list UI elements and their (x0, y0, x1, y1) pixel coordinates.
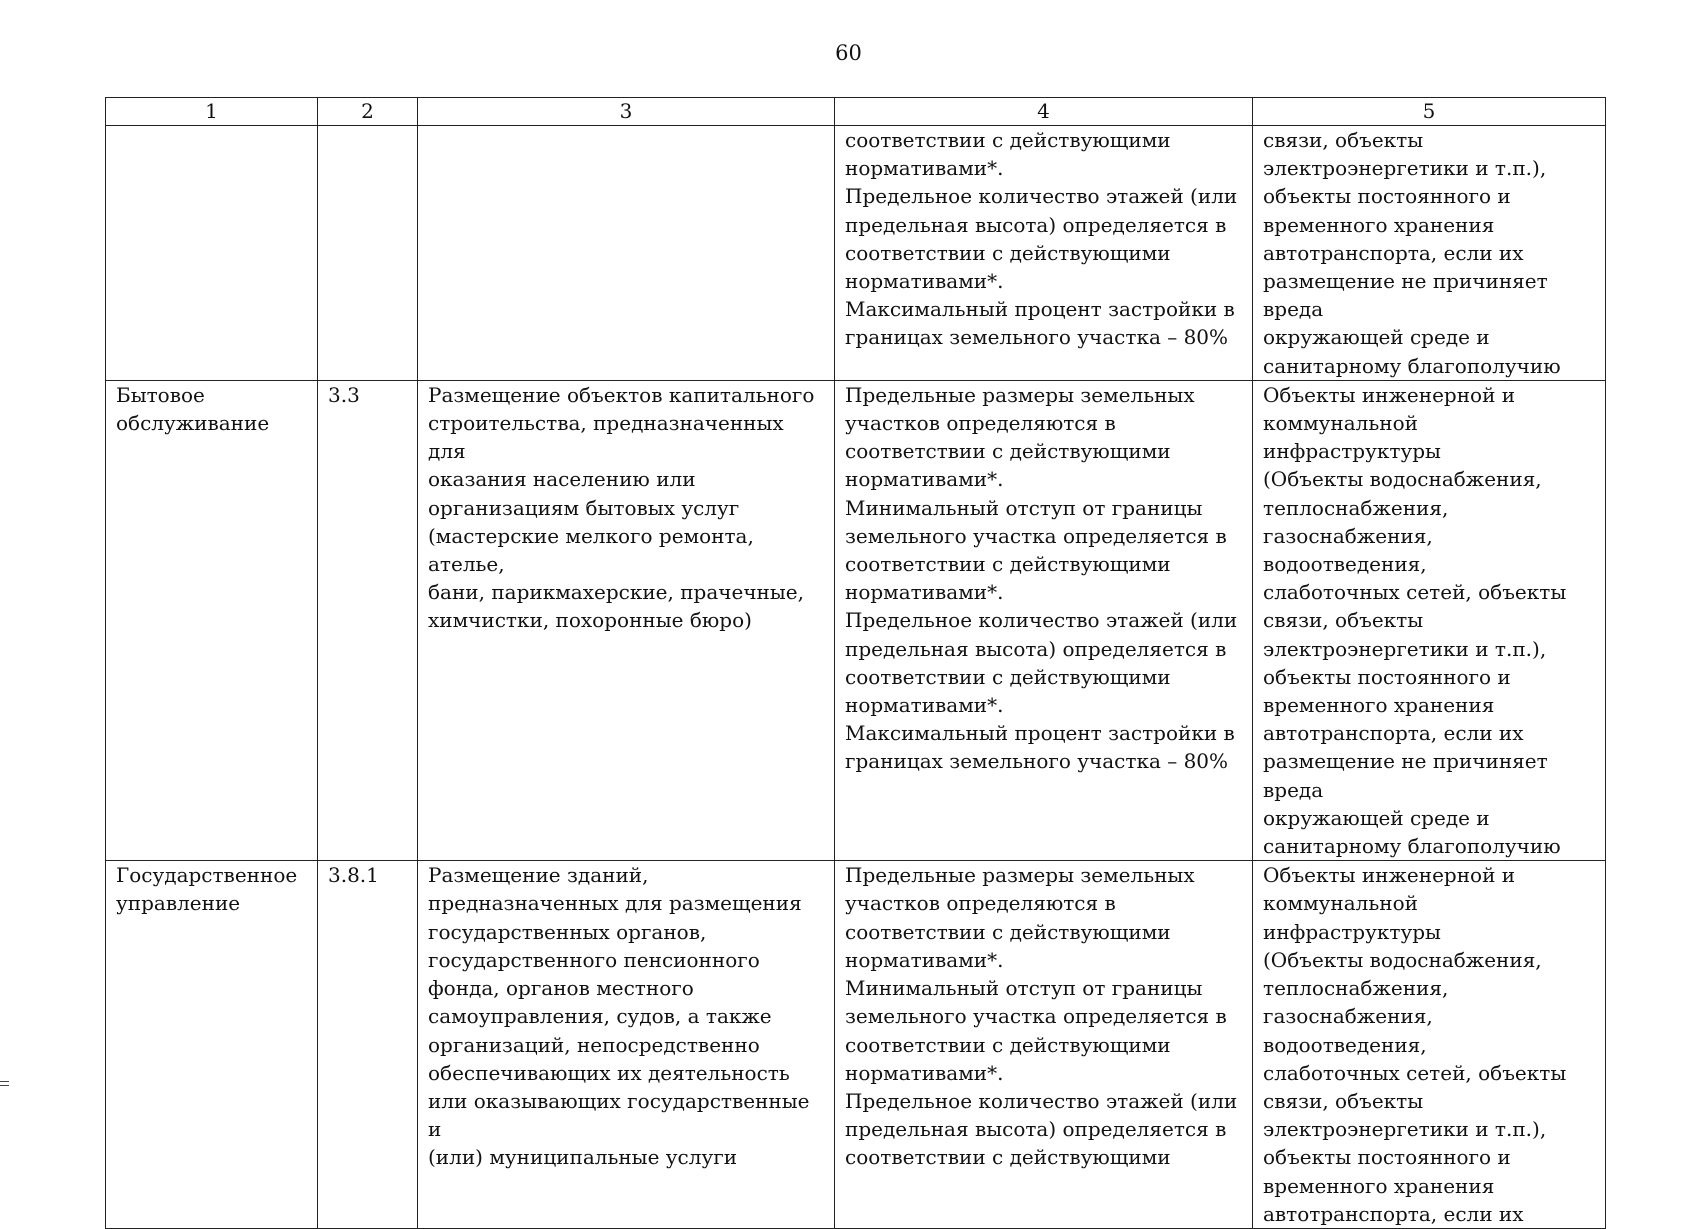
header-col-3: 3 (418, 98, 835, 126)
header-col-2: 2 (318, 98, 418, 126)
table-row (106, 126, 1606, 381)
table-row (106, 380, 1606, 860)
use-code-cell (318, 126, 418, 381)
use-code-cell: 3.8.1 (318, 861, 418, 1229)
scan-margin-mark (0, 1081, 9, 1086)
use-name-cell: Бытовое обслуживание (106, 380, 318, 860)
use-code-cell: 3.3 (318, 380, 418, 860)
auxiliary-uses-cell: Объекты инженерной и коммунальной инфраструктуры (Объекты водоснабжения, теплоснабжения, газоснабжения, водоотведения, слаботочных сетей, объекты связи, объекты электроэнергетики и т.п.), объекты постоянного и временного хранения автотранспорта, если их размещение не причиняет вреда окружающей среде и санитарному благополучию (1253, 380, 1606, 860)
header-col-4: 4 (835, 98, 1253, 126)
parameters-cell: Предельные размеры земельных участков определяются в соответствии с действующими нормативами*. Минимальный отступ от границы земельного участка определяется в соответствии с действующими нормативами*. Предельное количество этажей (или предельная высота) определяется в соответствии с действующими нормативами*. Максимальный процент застройки в границах земельного участка – 80% (835, 380, 1253, 860)
page-number: 60 (835, 41, 862, 65)
auxiliary-uses-cell: связи, объекты электроэнергетики и т.п.), объекты постоянного и временного хранения автотранспорта, если их размещение не причиняет вреда окружающей среде и санитарному благополучию (1253, 126, 1606, 381)
use-description-cell: Размещение зданий, предназначенных для размещения государственных органов, государственного пенсионного фонда, органов местного самоуправления, судов, а также организаций, непосредственно обеспечивающих их деятельность или оказывающих государственные и (или) муниципальные услуги (418, 861, 835, 1229)
header-col-5: 5 (1253, 98, 1606, 126)
auxiliary-uses-cell: Объекты инженерной и коммунальной инфраструктуры (Объекты водоснабжения, теплоснабжения, газоснабжения, водоотведения, слаботочных сетей, объекты связи, объекты электроэнергетики и т.п.), объекты постоянного и временного хранения автотранспорта, если их (1253, 861, 1606, 1229)
parameters-cell: соответствии с действующими нормативами*. Предельное количество этажей (или предельная высота) определяется в соответствии с действующими нормативами*. Максимальный процент застройки в границах земельного участка – 80% (835, 126, 1253, 381)
table-row (106, 861, 1606, 1229)
header-row (106, 98, 1606, 126)
parameters-cell: Предельные размеры земельных участков определяются в соответствии с действующими нормативами*. Минимальный отступ от границы земельного участка определяется в соответствии с действующими нормативами*. Предельное количество этажей (или предельная высота) определяется в соответствии с действующими (835, 861, 1253, 1229)
regulations-table (105, 97, 1606, 1229)
table-body (106, 126, 1606, 1229)
use-name-cell: Государственное управление (106, 861, 318, 1229)
header-col-1: 1 (106, 98, 318, 126)
use-description-cell: Размещение объектов капитального строительства, предназначенных для оказания населению или организациям бытовых услуг (мастерские мелкого ремонта, ателье, бани, парикмахерские, прачечные, химчистки, похоронные бюро) (418, 380, 835, 860)
table-header (106, 98, 1606, 126)
use-description-cell (418, 126, 835, 381)
use-name-cell (106, 126, 318, 381)
